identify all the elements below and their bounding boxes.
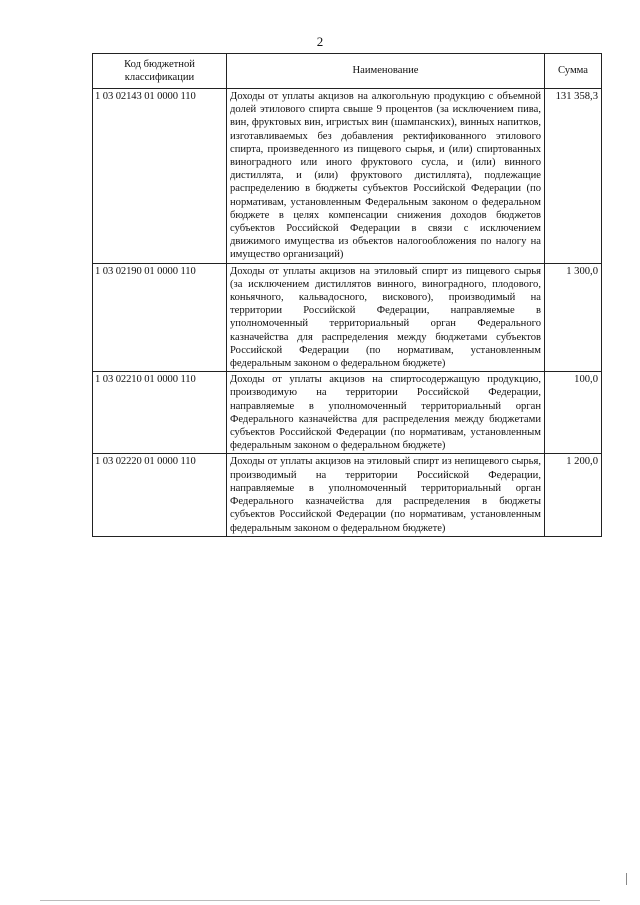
row-code: 1 03 02220 01 0000 110 <box>93 454 227 536</box>
budget-classification-table <box>92 53 602 537</box>
table-body <box>93 89 602 537</box>
row-code: 1 03 02190 01 0000 110 <box>93 263 227 372</box>
row-sum: 1 200,0 <box>545 454 602 536</box>
row-sum: 100,0 <box>545 372 602 454</box>
row-sum: 1 300,0 <box>545 263 602 372</box>
row-sum: 131 358,3 <box>545 89 602 264</box>
header-name: Наименование <box>227 54 545 89</box>
scan-bottom-line <box>40 900 600 901</box>
table-header <box>93 54 602 89</box>
table-row <box>93 89 602 264</box>
header-row <box>93 54 602 89</box>
table-row <box>93 454 602 536</box>
row-name: Доходы от уплаты акцизов на этиловый спирт из непищевого сырья, производимый на территории Российской Федерации, направляемые в уполномоченный территориальный орган Федерального казначейства для распределения в бюджеты субъектов Российской Федерации (по нормативам, установленным федеральным законом о федеральном бюджете) <box>227 454 545 536</box>
header-code: Код бюджетной классификации <box>93 54 227 89</box>
row-name: Доходы от уплаты акцизов на этиловый спирт из пищевого сырья (за исключением дистиллятов винного, виноградного, плодового, коньячного, кальвадосного, вискового), производимый на территории Российской Федерации, направляемые в уполномоченный территориальный орган Федерального казначейства для распределения между бюджетами субъектов Российской Федерации (по нормативам, установленным федеральным законом о федеральном бюджете) <box>227 263 545 372</box>
row-code: 1 03 02143 01 0000 110 <box>93 89 227 264</box>
table-row <box>93 263 602 372</box>
row-name: Доходы от уплаты акцизов на спиртосодержащую продукцию, производимую на территории Российской Федерации, направляемые в уполномоченный территориальный орган Федерального казначейства для распределения между бюджетами субъектов Российской Федерации (по нормативам, установленным федеральным законом о федеральном бюджете) <box>227 372 545 454</box>
row-name: Доходы от уплаты акцизов на алкогольную продукцию с объемной долей этилового спирта свыше 9 процентов (за исключением пива, вин, фруктовых вин, игристых вин (шампанских), винных напитков, изготавливаемых без добавления ректификованного этилового спирта, произведенного из пищевого сырья, и (или) спиртованных виноградного или иного фруктового сусла, и (или) винного дистиллята, и (или) фруктового дистиллята), подлежащие распределению в бюджеты субъектов Российской Федерации (по нормативам, установленным Федеральным законом о федеральном бюджете в целях компенсации снижения доходов бюджетов субъектов Российской Федерации в связи с исключением движимого имущества из объектов налогообложения по налогу на имущество организаций) <box>227 89 545 264</box>
header-sum: Сумма <box>545 54 602 89</box>
scan-edge-mark <box>626 873 627 885</box>
page-number: 2 <box>316 34 324 49</box>
row-code: 1 03 02210 01 0000 110 <box>93 372 227 454</box>
table-row <box>93 372 602 454</box>
